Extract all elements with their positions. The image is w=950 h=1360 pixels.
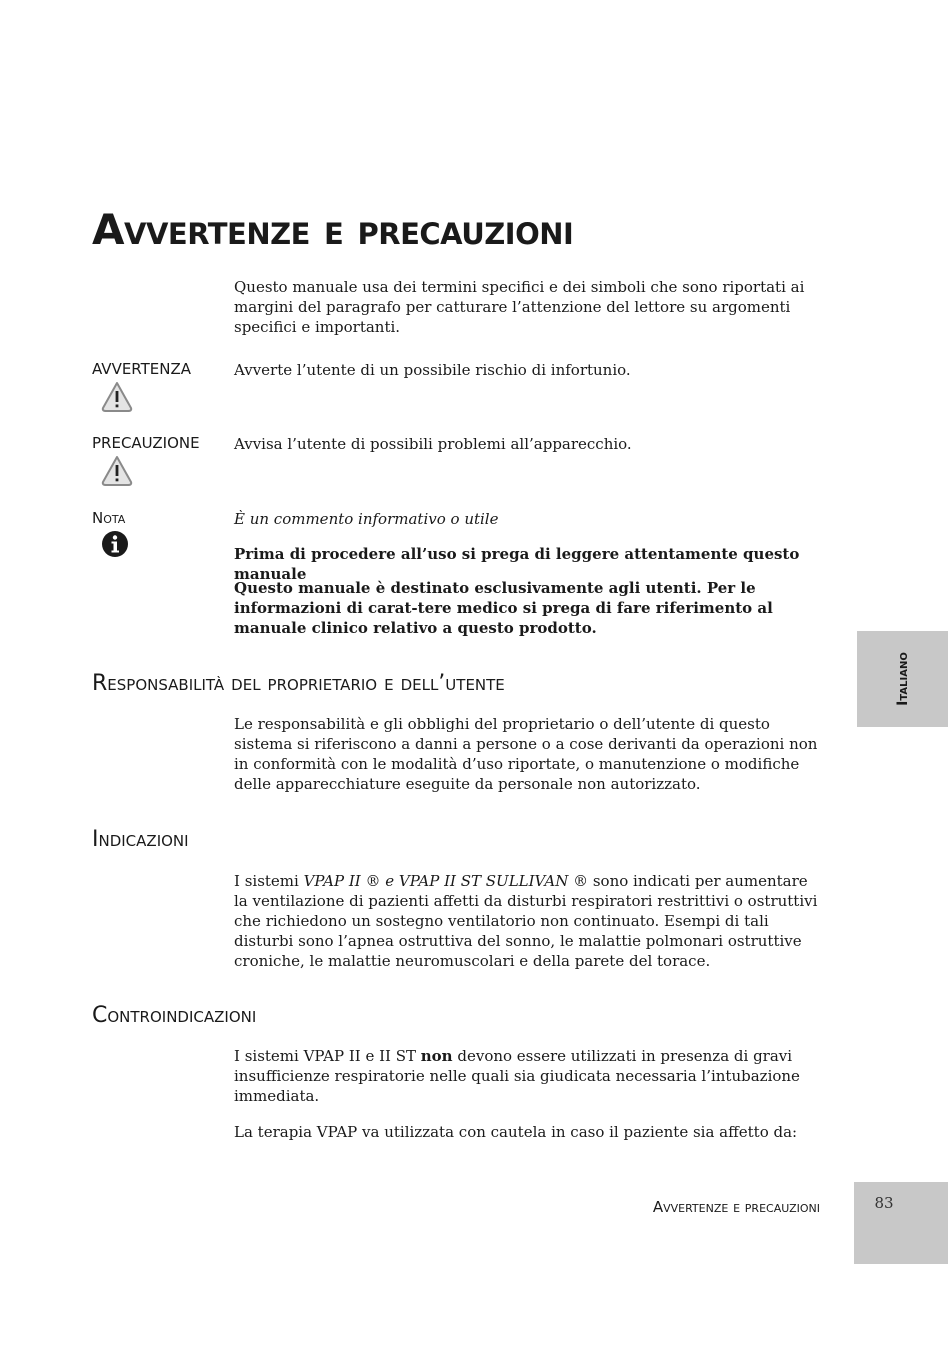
responsibility-heading: Responsabilità del proprietario e dell’utente xyxy=(92,671,505,696)
page-title: Avvertenze e precauzioni xyxy=(92,205,574,254)
note-label: Nota xyxy=(92,509,126,527)
language-side-tab xyxy=(857,631,948,727)
indications-pre: I sistemi xyxy=(234,872,304,890)
contraindications-text xyxy=(234,1046,818,1106)
language-tab-label: Italiano xyxy=(894,652,911,706)
caution-text: Avvisa l’utente di possibili problemi all’apparecchio. xyxy=(234,435,632,453)
warning-label: AVVERTENZA xyxy=(92,360,192,378)
note-bold-2: Questo manuale è destinato esclusivamente agli utenti. Per le informazioni di carat-tere medico si prega di fare riferimento al manuale clinico relativo a questo prodotto. xyxy=(234,579,773,637)
footer-title: Avvertenze e precauzioni xyxy=(652,1198,820,1216)
info-circle-icon xyxy=(101,530,129,558)
page-number-box xyxy=(854,1182,948,1264)
contra-pre: I sistemi VPAP II e II ST xyxy=(234,1047,421,1065)
caution-label: PRECAUZIONE xyxy=(92,434,200,452)
caution-triangle-icon xyxy=(101,455,133,487)
warning-text: Avverte l’utente di un possibile rischio di infortunio. xyxy=(234,361,631,379)
page-number: 83 xyxy=(874,1194,894,1212)
contra-emph: non xyxy=(420,1047,453,1065)
contraindications-heading: Controindicazioni xyxy=(92,1003,257,1028)
note-text: È un commento informativo o utile xyxy=(234,510,499,528)
intro-text: Questo manuale usa dei termini specifici e dei simboli che sono riportati ai margini del paragrafo per catturare l’attenzione del lettore su argomenti specifici e importanti. xyxy=(234,278,805,336)
warning-triangle-icon xyxy=(101,381,133,413)
contraindications-text-2: La terapia VPAP va utilizzata con cautela in caso il paziente sia affetto da: xyxy=(234,1123,798,1141)
note-bold-1: Prima di procedere all’uso si prega di leggere attentamente questo manuale xyxy=(234,545,800,583)
product-name: VPAP II ® e VPAP II ST SULLIVAN ® xyxy=(303,872,589,890)
contra-post: devono essere utilizzati in presenza di gravi insufficienze respiratorie nelle quali sia giudicata necessaria l’intubazione immediata. xyxy=(234,1047,800,1105)
indications-text xyxy=(234,871,818,971)
indications-post: sono indicati per aumentare la ventilazione di pazienti affetti da disturbi respiratori restrittivi o ostruttivi che richiedono un sostegno ventilatorio non continuato. Esempi di tali disturbi sono l’apnea ostruttiva del sonno, le malattie polmonari ostruttive croniche, le malattie neuromuscolari e della parete del torace. xyxy=(234,872,818,970)
indications-heading: Indicazioni xyxy=(92,827,189,852)
responsibility-text: Le responsabilità e gli obblighi del proprietario o dell’utente di questo sistema si riferiscono a danni a persone o a cose derivanti da operazioni non in conformità con le modalità d’uso riportate, o manutenzione o modifiche delle apparecchiature eseguite da personale non autorizzato. xyxy=(234,715,818,793)
